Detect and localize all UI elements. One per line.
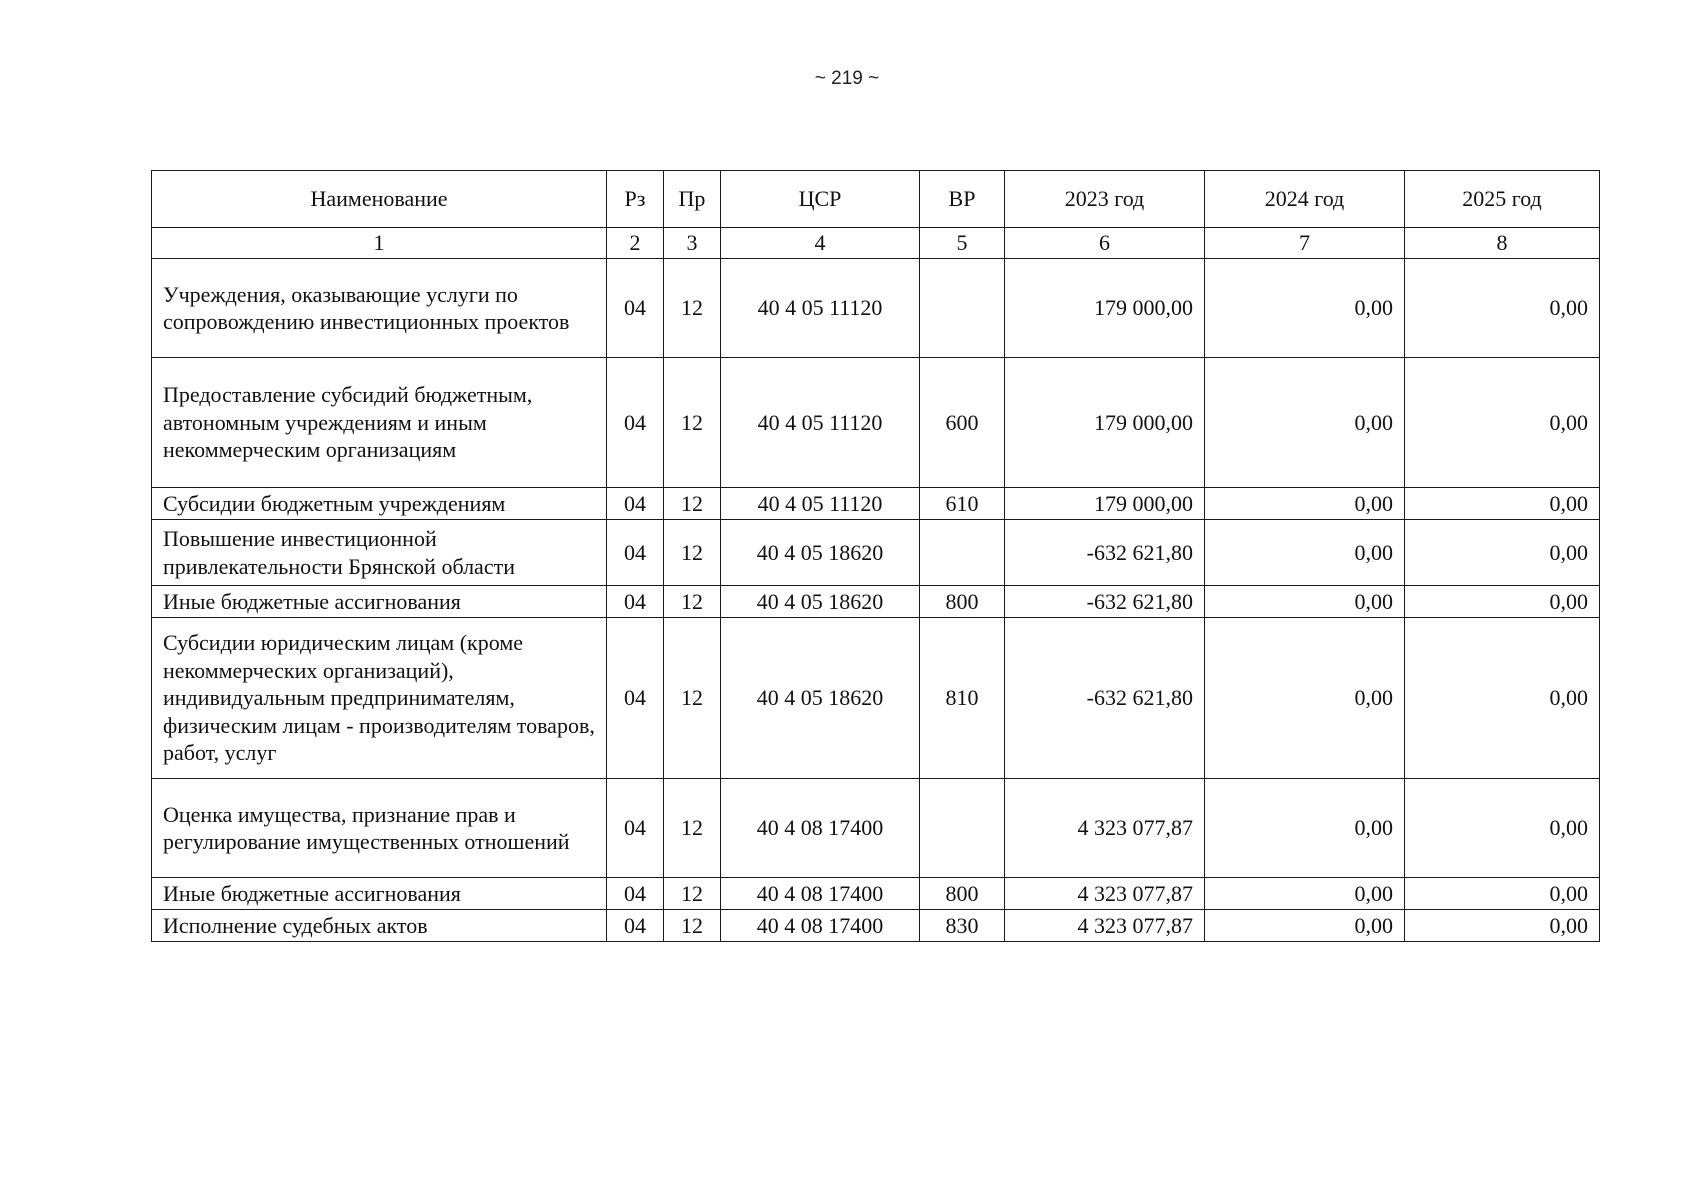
budget-table [151,170,1600,942]
row-name: Субсидии бюджетным учреждениям [152,488,607,520]
table-row [152,586,1600,618]
row-vr: 600 [920,358,1005,488]
row-rz: 04 [607,618,664,779]
row-name: Исполнение судебных актов [152,910,607,942]
row-2025: 0,00 [1405,520,1600,586]
row-rz: 04 [607,586,664,618]
table-row [152,910,1600,942]
row-2025: 0,00 [1405,779,1600,878]
row-2024: 0,00 [1205,779,1405,878]
page-number: ~ 219 ~ [814,68,880,89]
row-name: Оценка имущества, признание прав и регулирование имущественных отношений [152,779,607,878]
row-2023: 179 000,00 [1005,488,1205,520]
row-pr: 12 [664,618,721,779]
row-rz: 04 [607,358,664,488]
row-name: Повышение инвестиционной привлекательности Брянской области [152,520,607,586]
row-2025: 0,00 [1405,358,1600,488]
row-rz: 04 [607,488,664,520]
row-vr: 800 [920,586,1005,618]
row-2025: 0,00 [1405,488,1600,520]
row-name: Субсидии юридическим лицам (кроме некоммерческих организаций), индивидуальным предпринимателям, физическим лицам - производителям товаров, работ, услуг [152,618,607,779]
row-rz: 04 [607,910,664,942]
header-2025: 2025 год [1405,171,1600,228]
header-2023: 2023 год [1005,171,1205,228]
column-number-row [152,228,1600,259]
row-vr: 610 [920,488,1005,520]
column-number: 1 [152,228,607,259]
column-number: 5 [920,228,1005,259]
row-vr [920,779,1005,878]
row-2023: 4 323 077,87 [1005,878,1205,910]
row-2023: 179 000,00 [1005,259,1205,358]
header-pr: Пр [664,171,721,228]
row-vr [920,520,1005,586]
row-2024: 0,00 [1205,520,1405,586]
row-pr: 12 [664,520,721,586]
header-2024: 2024 год [1205,171,1405,228]
row-2023: -632 621,80 [1005,618,1205,779]
row-rz: 04 [607,878,664,910]
row-pr: 12 [664,488,721,520]
row-rz: 04 [607,259,664,358]
row-vr [920,259,1005,358]
table-row [152,878,1600,910]
row-name: Учреждения, оказывающие услуги по сопровождению инвестиционных проектов [152,259,607,358]
row-2024: 0,00 [1205,878,1405,910]
row-pr: 12 [664,779,721,878]
column-number: 6 [1005,228,1205,259]
row-2025: 0,00 [1405,878,1600,910]
row-vr: 830 [920,910,1005,942]
column-number: 2 [607,228,664,259]
row-rz: 04 [607,520,664,586]
row-csr: 40 4 05 11120 [721,488,920,520]
row-csr: 40 4 05 18620 [721,618,920,779]
table-row [152,488,1600,520]
row-csr: 40 4 08 17400 [721,779,920,878]
column-number: 7 [1205,228,1405,259]
row-name: Иные бюджетные ассигнования [152,878,607,910]
column-number: 8 [1405,228,1600,259]
row-pr: 12 [664,259,721,358]
row-vr: 810 [920,618,1005,779]
row-csr: 40 4 05 18620 [721,586,920,618]
row-2025: 0,00 [1405,259,1600,358]
row-csr: 40 4 05 18620 [721,520,920,586]
row-2023: 179 000,00 [1005,358,1205,488]
row-pr: 12 [664,586,721,618]
row-csr: 40 4 05 11120 [721,358,920,488]
row-2025: 0,00 [1405,586,1600,618]
row-vr: 800 [920,878,1005,910]
row-2024: 0,00 [1205,259,1405,358]
row-rz: 04 [607,779,664,878]
row-2024: 0,00 [1205,910,1405,942]
header-csr: ЦСР [721,171,920,228]
row-csr: 40 4 05 11120 [721,259,920,358]
row-pr: 12 [664,910,721,942]
row-2024: 0,00 [1205,488,1405,520]
row-pr: 12 [664,878,721,910]
row-2025: 0,00 [1405,910,1600,942]
table-row [152,779,1600,878]
row-2023: -632 621,80 [1005,586,1205,618]
row-2024: 0,00 [1205,586,1405,618]
row-2023: 4 323 077,87 [1005,910,1205,942]
row-pr: 12 [664,358,721,488]
table-row [152,358,1600,488]
row-name: Иные бюджетные ассигнования [152,586,607,618]
row-name: Предоставление субсидий бюджетным, автономным учреждениям и иным некоммерческим организациям [152,358,607,488]
row-2025: 0,00 [1405,618,1600,779]
row-csr: 40 4 08 17400 [721,878,920,910]
header-rz: Рз [607,171,664,228]
table-row [152,618,1600,779]
header-vr: ВР [920,171,1005,228]
column-number: 4 [721,228,920,259]
table-row [152,259,1600,358]
table-row [152,520,1600,586]
row-csr: 40 4 08 17400 [721,910,920,942]
table-header-row [152,171,1600,228]
row-2023: 4 323 077,87 [1005,779,1205,878]
header-name: Наименование [152,171,607,228]
row-2024: 0,00 [1205,618,1405,779]
row-2024: 0,00 [1205,358,1405,488]
column-number: 3 [664,228,721,259]
row-2023: -632 621,80 [1005,520,1205,586]
